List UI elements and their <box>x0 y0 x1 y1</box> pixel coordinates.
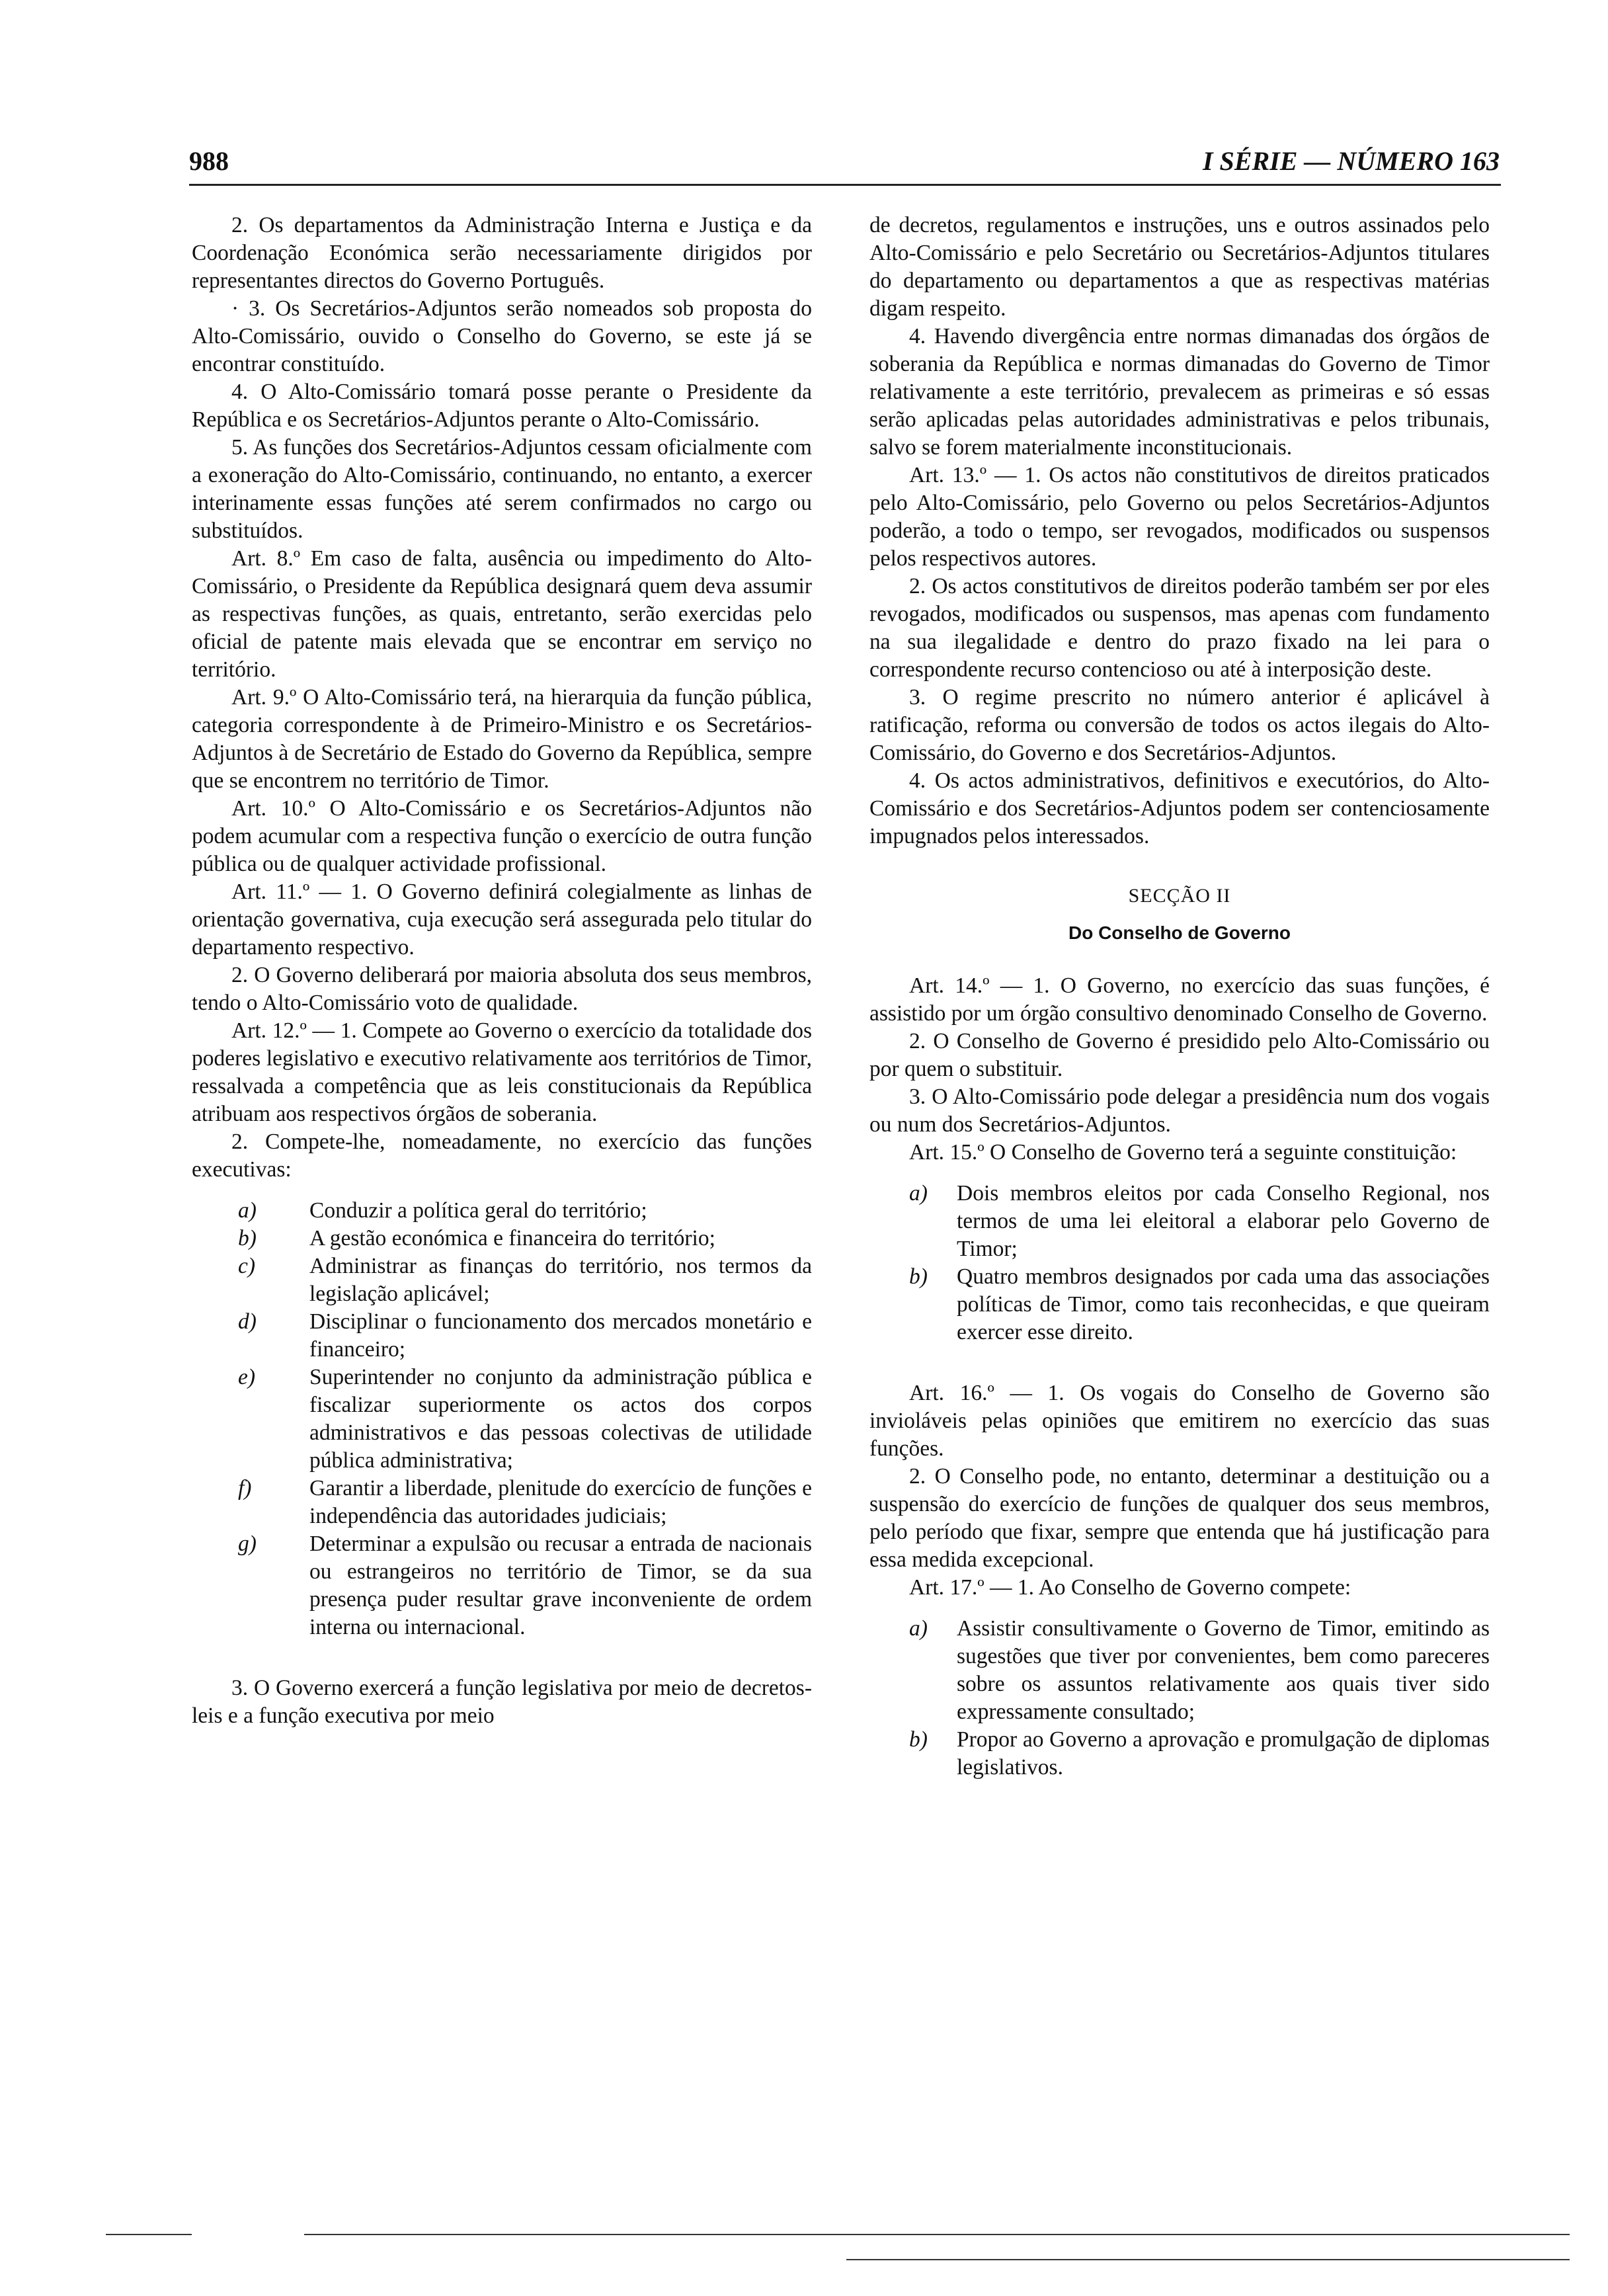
right-column <box>869 212 1490 1782</box>
section-subtitle: Do Conselho de Governo <box>1068 922 1291 943</box>
paragraph: 4. Havendo divergência entre normas dimanadas dos órgãos de soberania da República e normas dimanadas do Governo de Timor relativamente a este território, prevalecem as primeiras e só essas serão aplicadas pelas autoridades administrativas e pelos tribunais, salvo se forem materialmente inconstitucionais. <box>869 324 1490 460</box>
paragraph: 3. O Alto-Comissário pode delegar a presidência num dos vogais ou num dos Secretários-Adjuntos. <box>869 1085 1490 1137</box>
paragraph: 2. O Conselho de Governo é presidido pelo Alto-Comissário ou por quem o substituir. <box>869 1029 1490 1081</box>
list-item <box>238 1252 812 1308</box>
list-item <box>238 1197 812 1225</box>
list-item <box>909 1180 1490 1263</box>
paragraph: Art. 10.º O Alto-Comissário e os Secretários-Adjuntos não podem acumular com a respectiva função o exercício de outra função pública ou de qualquer actividade profissional. <box>192 796 812 876</box>
header-rule <box>189 184 1501 186</box>
paragraph: Art. 8.º Em caso de falta, ausência ou impedimento do Alto-Comissário, o Presidente da República designará quem deva assumir as respectivas funções, as quais, entretanto, serão exercidas pelo oficial de patente mais elevada que se encontrar em serviço no território. <box>192 546 812 682</box>
paragraph: 3. O regime prescrito no número anterior é aplicável à ratificação, reforma ou conversão de todos os actos ilegais do Alto-Comissário, do Governo e dos Secretários-Adjuntos. <box>869 685 1490 765</box>
list-item <box>909 1263 1490 1346</box>
paragraph: Art. 15.º O Conselho de Governo terá a seguinte constituição: <box>909 1140 1457 1165</box>
list-label: a) <box>909 1616 928 1641</box>
list-text: Administrar as finanças do território, nos termos da legislação aplicável; <box>309 1254 812 1306</box>
paragraph: 4. O Alto-Comissário tomará posse perante o Presidente da República e os Secretários-Adjuntos perante o Alto-Comissário. <box>192 380 812 432</box>
paragraph: 2. O Conselho pode, no entanto, determinar a destituição ou a suspensão do exercício de funções de qualquer dos seus membros, pelo período que fixar, sempre que entenda que há justificação para essa medida excepcional. <box>869 1464 1490 1572</box>
list-text: Garantir a liberdade, plenitude do exercício de funções e independência das autoridades judiciais; <box>309 1476 812 1528</box>
paragraph: 2. O Governo deliberará por maioria absoluta dos seus membros, tendo o Alto-Comissário voto de qualidade. <box>192 963 812 1015</box>
list-text: Assistir consultivamente o Governo de Timor, emitindo as sugestões que tiver por convenientes, bem como pareceres sobre os assuntos relativamente aos quais tiver sido expressamente consultado; <box>957 1616 1490 1724</box>
list-label: a) <box>909 1181 928 1206</box>
paragraph: Art. 14.º — 1. O Governo, no exercício das suas funções, é assistido por um órgão consultivo denominado Conselho de Governo. <box>869 973 1490 1026</box>
list-item <box>238 1364 812 1475</box>
page-number: 988 <box>189 146 229 176</box>
list-text: Conduzir a política geral do território; <box>309 1198 647 1223</box>
list-item <box>238 1225 812 1252</box>
paragraph: 2. Os departamentos da Administração Interna e Justiça e da Coordenação Económica serão necessariamente dirigidos por representantes directos do Governo Português. <box>192 213 812 293</box>
list-item <box>238 1475 812 1530</box>
list-item <box>909 1615 1490 1726</box>
list-text: Quatro membros designados por cada uma das associações políticas de Timor, como tais reconhecidas, e que queiram exercer esse direito. <box>957 1264 1490 1344</box>
footer-rule <box>304 2234 1570 2235</box>
list-text: A gestão económica e financeira do território; <box>309 1226 715 1250</box>
list-text: Disciplinar o funcionamento dos mercados monetário e financeiro; <box>309 1309 812 1362</box>
paragraph: de decretos, regulamentos e instruções, uns e outros assinados pelo Alto-Comissário e pelo Secretário ou Secretários-Adjuntos titulares do departamento ou departamentos a que as respectivas matérias digam respeito. <box>869 213 1490 321</box>
paragraph: · 3. Os Secretários-Adjuntos serão nomeados sob proposta do Alto-Comissário, ouvido o Conselho do Governo, se este já se encontrar constituído. <box>192 296 812 376</box>
list-label: b) <box>238 1226 257 1250</box>
list-item <box>238 1308 812 1364</box>
paragraph: Art. 12.º — 1. Compete ao Governo o exercício da totalidade dos poderes legislativo e executivo relativamente aos territórios de Timor, ressalvada a competência que as leis constitucionais da República atribuam aos respectivos órgãos de soberania. <box>192 1018 812 1126</box>
list-text: Superintender no conjunto da administração pública e fiscalizar superiormente os actos dos corpos administrativos e das pessoas colectivas de utilidade pública administrativa; <box>309 1365 812 1473</box>
list-text: Determinar a expulsão ou recusar a entrada de nacionais ou estrangeiros no território de Timor, se da sua presença puder resultar grave inconveniente de ordem interna ou internacional. <box>309 1532 812 1639</box>
list-item <box>238 1530 812 1641</box>
list-label: g) <box>238 1532 257 1556</box>
list-label: d) <box>238 1309 257 1334</box>
list-item <box>909 1726 1490 1782</box>
list-label: a) <box>238 1198 257 1223</box>
paragraph: Art. 11.º — 1. O Governo definirá colegialmente as linhas de orientação governativa, cuja execução será assegurada pelo titular do departamento respectivo. <box>192 880 812 960</box>
paragraph: 2. Os actos constitutivos de direitos poderão também ser por eles revogados, modificados ou suspensos, mas apenas com fundamento na sua ilegalidade e dentro do prazo fixado na lei para o correspondente recurso contencioso ou até à interposição deste. <box>869 574 1490 682</box>
paragraph: 2. Compete-lhe, nomeadamente, no exercício das funções executivas: <box>192 1129 812 1182</box>
list-label: b) <box>909 1264 928 1289</box>
paragraph: Art. 9.º O Alto-Comissário terá, na hierarquia da função pública, categoria correspondente à de Primeiro-Ministro e os Secretários-Adjuntos à de Secretário de Estado do Governo da República, sempre que se encontrem no território de Timor. <box>192 685 812 793</box>
paragraph: 5. As funções dos Secretários-Adjuntos cessam oficialmente com a exoneração do Alto-Comissário, continuando, no entanto, a exercer interinamente essas funções até serem confirmados no cargo ou substituídos. <box>192 435 812 543</box>
paragraph: Art. 16.º — 1. Os vogais do Conselho de Governo são invioláveis pelas opiniões que emitirem no exercício das suas funções. <box>869 1381 1490 1461</box>
list-label: f) <box>238 1476 252 1500</box>
section-title: SECÇÃO II <box>1128 885 1231 907</box>
footer-rule <box>846 2259 1570 2260</box>
paragraph: Art. 13.º — 1. Os actos não constitutivos de direitos praticados pelo Alto-Comissário, pelo Governo ou pelos Secretários-Adjuntos poderão, a todo o tempo, ser revogados, modificados ou suspensos pelos respectivos autores. <box>869 463 1490 571</box>
list-label: b) <box>909 1727 928 1752</box>
list-text: Propor ao Governo a aprovação e promulgação de diplomas legislativos. <box>957 1727 1490 1780</box>
list-text: Dois membros eleitos por cada Conselho Regional, nos termos de uma lei eleitoral a elaborar pelo Governo de Timor; <box>957 1181 1490 1261</box>
footer-rule <box>106 2234 192 2235</box>
paragraph: 3. O Governo exercerá a função legislativa por meio de decretos-leis e a função executiva por meio <box>192 1676 812 1728</box>
paragraph: 4. Os actos administrativos, definitivos e executórios, do Alto-Comissário e dos Secretários-Adjuntos podem ser contenciosamente impugnados pelos interessados. <box>869 768 1490 848</box>
paragraph: Art. 17.º — 1. Ao Conselho de Governo compete: <box>909 1575 1351 1600</box>
left-column <box>192 212 812 1730</box>
series-number: I SÉRIE — NÚMERO 163 <box>1202 146 1500 176</box>
list-label: c) <box>238 1254 256 1278</box>
list-label: e) <box>238 1365 256 1389</box>
